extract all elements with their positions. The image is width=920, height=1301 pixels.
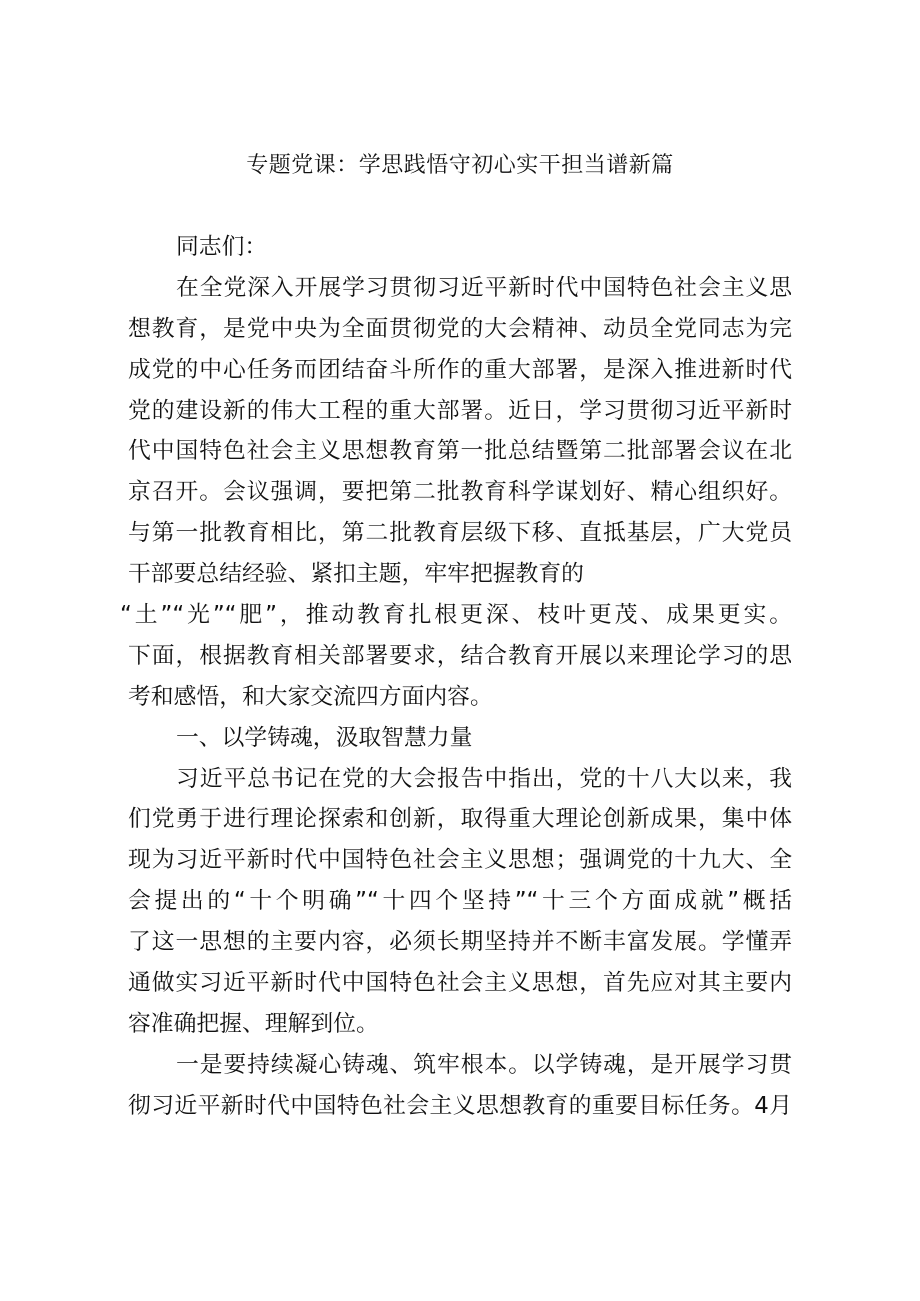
text-line: 成党的中心任务而团结奋斗所作的重大部署，是深入推进新时代 xyxy=(128,356,792,383)
text-line: 下面，根据教育相关部署要求，结合教育开展以来理论学习的思 xyxy=(128,642,792,669)
text-line: 想教育，是党中央为全面贯彻党的大会精神、动员全党同志为完 xyxy=(128,315,792,342)
text-line: 习近平总书记在党的大会报告中指出，党的十八大以来，我 xyxy=(176,765,792,792)
text-line: 们党勇于进行理论探索和创新，取得重大理论创新成果，集中体 xyxy=(128,806,792,833)
text-line: 党的建设新的伟大工程的重大部署。近日，学习贯彻习近平新时 xyxy=(128,397,792,424)
text-line: 在全党深入开展学习贯彻习近平新时代中国特色社会主义思 xyxy=(176,274,792,301)
text-line: 了这一思想的主要内容，必须长期坚持并不断丰富发展。学懂弄 xyxy=(128,929,792,956)
document-body xyxy=(120,227,792,1127)
section-heading: 一、以学铸魂，汲取智慧力量 xyxy=(176,724,473,751)
text-line: 通做实习近平新时代中国特色社会主义思想，首先应对其主要内 xyxy=(128,970,792,997)
text-line: 现为习近平新时代中国特色社会主义思想；强调党的十九大、全 xyxy=(128,847,792,874)
text-line: “土”“光”“肥”，推动教育扎根更深、枝叶更茂、成果更实。 xyxy=(120,602,792,629)
text-line: 容准确把握、理解到位。 xyxy=(128,1010,379,1037)
text-line: 会提出的“十个明确”“十四个坚持”“十三个方面成就”概括 xyxy=(128,888,792,915)
text-line: 干部要总结经验、紧扣主题，牢牢把握教育的 xyxy=(128,561,584,588)
text-line: 京召开。会议强调，要把第二批教育科学谋划好、精心组织好。 xyxy=(128,479,792,506)
text-line: 彻习近平新时代中国特色社会主义思想教育的重要目标任务。4月 xyxy=(128,1092,792,1119)
document-title: 专题党课：学思践悟守初心实干担当谱新篇 xyxy=(246,153,674,178)
salutation: 同志们： xyxy=(176,234,268,260)
text-line: 与第一批教育相比，第二批教育层级下移、直抵基层，广大党员 xyxy=(128,520,792,547)
text-line: 考和感悟，和大家交流四方面内容。 xyxy=(128,683,493,710)
text-line: 一是要持续凝心铸魂、筑牢根本。以学铸魂，是开展学习贯 xyxy=(176,1051,792,1078)
text-line: 代中国特色社会主义思想教育第一批总结暨第二批部署会议在北 xyxy=(128,438,792,465)
